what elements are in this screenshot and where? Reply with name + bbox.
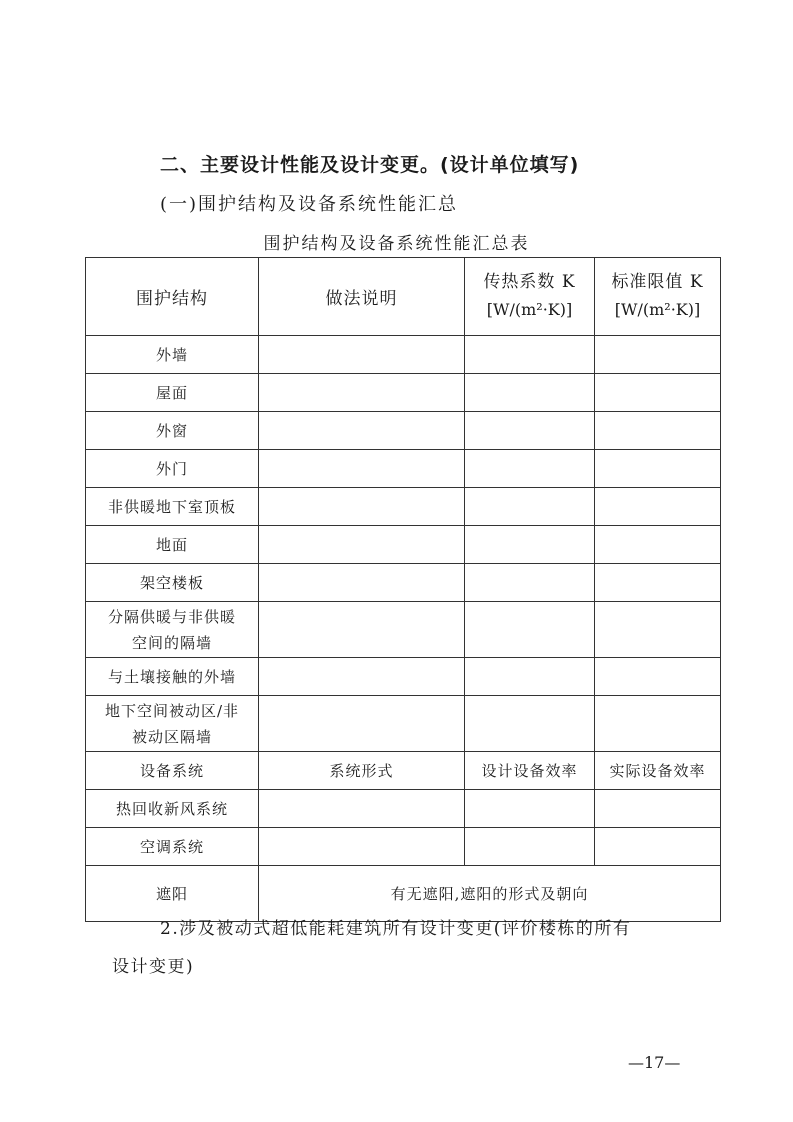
method-cell (259, 658, 465, 696)
limit-cell (595, 526, 721, 564)
row-label: 外门 (86, 450, 259, 488)
row-label: 遮阳 (86, 866, 259, 922)
equipment-header-actual: 实际设备效率 (595, 752, 721, 790)
page-number: —17— (628, 1053, 681, 1072)
row-label: 外窗 (86, 412, 259, 450)
paragraph-line2: 设计变更) (112, 957, 195, 977)
header-k-title: 传热系数 K (483, 271, 576, 292)
limit-cell (595, 696, 721, 752)
header-method: 做法说明 (259, 258, 465, 336)
table-row (86, 564, 721, 602)
k-cell (465, 564, 595, 602)
header-limit-title: 标准限值 K (611, 271, 704, 292)
row-label-line1: 分隔供暖与非供暖 (107, 607, 236, 626)
table-row (86, 696, 721, 752)
table-row (86, 450, 721, 488)
table-row (86, 658, 721, 696)
table-row (86, 828, 721, 866)
row-label: 屋面 (86, 374, 259, 412)
section-heading: 二、主要设计性能及设计变更。(设计单位填写) (160, 154, 580, 176)
shading-note: 有无遮阳,遮阳的形式及朝向 (259, 866, 721, 922)
limit-cell (595, 564, 721, 602)
row-label (86, 696, 259, 752)
table-row (86, 336, 721, 374)
row-label: 外墙 (86, 336, 259, 374)
row-label: 非供暖地下室顶板 (86, 488, 259, 526)
design-change-paragraph (112, 910, 712, 986)
performance-summary-table (85, 257, 721, 922)
equipment-header-row (86, 752, 721, 790)
method-cell (259, 450, 465, 488)
limit-cell (595, 374, 721, 412)
limit-cell (595, 412, 721, 450)
method-cell (259, 696, 465, 752)
table-row (86, 602, 721, 658)
header-k-unit: [W/(m²·K)] (486, 299, 573, 319)
row-label (86, 602, 259, 658)
form-cell (259, 828, 465, 866)
k-cell (465, 658, 595, 696)
method-cell (259, 374, 465, 412)
row-label: 热回收新风系统 (86, 790, 259, 828)
row-label: 架空楼板 (86, 564, 259, 602)
row-label-line2: 被动区隔墙 (131, 727, 212, 746)
table-row (86, 488, 721, 526)
actual-eff-cell (595, 828, 721, 866)
k-cell (465, 374, 595, 412)
header-k-value (465, 258, 595, 336)
row-label: 与土壤接触的外墙 (86, 658, 259, 696)
method-cell (259, 412, 465, 450)
k-cell (465, 336, 595, 374)
subsection-heading: (一)围护结构及设备系统性能汇总 (160, 194, 459, 215)
equipment-header-system: 设备系统 (86, 752, 259, 790)
table-row (86, 790, 721, 828)
actual-eff-cell (595, 790, 721, 828)
method-cell (259, 526, 465, 564)
method-cell (259, 602, 465, 658)
table-row (86, 374, 721, 412)
k-cell (465, 412, 595, 450)
equipment-header-form: 系统形式 (259, 752, 465, 790)
header-k-limit (595, 258, 721, 336)
limit-cell (595, 658, 721, 696)
limit-cell (595, 488, 721, 526)
row-label: 空调系统 (86, 828, 259, 866)
design-eff-cell (465, 790, 595, 828)
form-cell (259, 790, 465, 828)
table-row (86, 526, 721, 564)
row-label-line2: 空间的隔墙 (131, 633, 212, 652)
k-cell (465, 488, 595, 526)
k-cell (465, 696, 595, 752)
k-cell (465, 526, 595, 564)
row-label-line1: 地下空间被动区/非 (104, 701, 240, 720)
row-label: 地面 (86, 526, 259, 564)
table-header-row (86, 258, 721, 336)
k-cell (465, 450, 595, 488)
design-eff-cell (465, 828, 595, 866)
method-cell (259, 488, 465, 526)
table-row (86, 412, 721, 450)
header-limit-unit: [W/(m²·K)] (614, 299, 701, 319)
limit-cell (595, 336, 721, 374)
header-envelope: 围护结构 (86, 258, 259, 336)
method-cell (259, 564, 465, 602)
table-caption: 围护结构及设备系统性能汇总表 (263, 234, 530, 254)
paragraph-line1: 2.涉及被动式超低能耗建筑所有设计变更(评价楼栋的所有 (160, 919, 632, 939)
limit-cell (595, 450, 721, 488)
k-cell (465, 602, 595, 658)
method-cell (259, 336, 465, 374)
limit-cell (595, 602, 721, 658)
equipment-header-design: 设计设备效率 (465, 752, 595, 790)
